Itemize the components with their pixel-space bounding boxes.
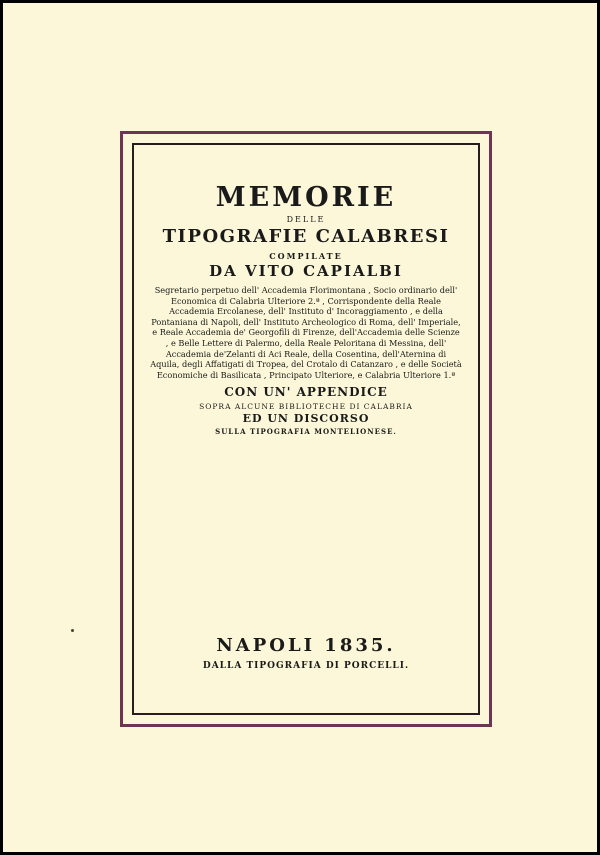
appendix-subject: SOPRA ALCUNE BIBLIOTECHE DI CALABRIA bbox=[199, 402, 413, 412]
discourse-subject: SULLA TIPOGRAFIA MONTELIONESE. bbox=[215, 427, 397, 437]
imprint-block bbox=[148, 635, 464, 673]
title-page bbox=[3, 3, 597, 852]
place-and-year: NAPOLI 1835. bbox=[216, 635, 396, 656]
title-block bbox=[148, 183, 464, 437]
subtitle: TIPOGRAFIE CALABRESI bbox=[162, 226, 450, 247]
appendix-heading: CON UN' APPENDICE bbox=[224, 385, 388, 400]
discourse-heading: ED UN DISCORSO bbox=[242, 412, 370, 426]
author-name: DA VITO CAPIALBI bbox=[209, 262, 403, 280]
main-title: MEMORIE bbox=[215, 182, 397, 213]
title-connector: DELLE bbox=[286, 215, 326, 224]
compilate-label: COMPILATE bbox=[269, 251, 343, 261]
outer-border-frame bbox=[120, 131, 492, 727]
author-titles: Segretario perpetuo dell' Accademia Florimontana , Socio ordinario dell' Economica di Calabria Ulteriore 2.ª , Corrispondente della Reale Accademia Ercolanese, dell' Instituto d' Incoraggiamento , e della Pontaniana di Napoli, dell' Instituto Archeologico di Roma, dell' Imperiale, e Reale Accademia de' Georgofili di Firenze, dell'Accademia delle Scienze , e Belle Lettere di Palermo, della Reale Peloritana di Messina, dell' Accademia de'Zelanti di Aci Reale, della Cosentina, dell'Aternina di Aquila, degli Affatigati di Tropea, del Crotalo di Catanzaro , e delle Società Economiche di Basilicata , Principato Ulteriore, e Calabria Ulteriore 1.ª bbox=[150, 285, 462, 380]
inner-border-frame bbox=[132, 143, 480, 715]
printer-line: DALLA TIPOGRAFIA DI PORCELLI. bbox=[202, 661, 410, 671]
paper-speck bbox=[71, 629, 74, 632]
